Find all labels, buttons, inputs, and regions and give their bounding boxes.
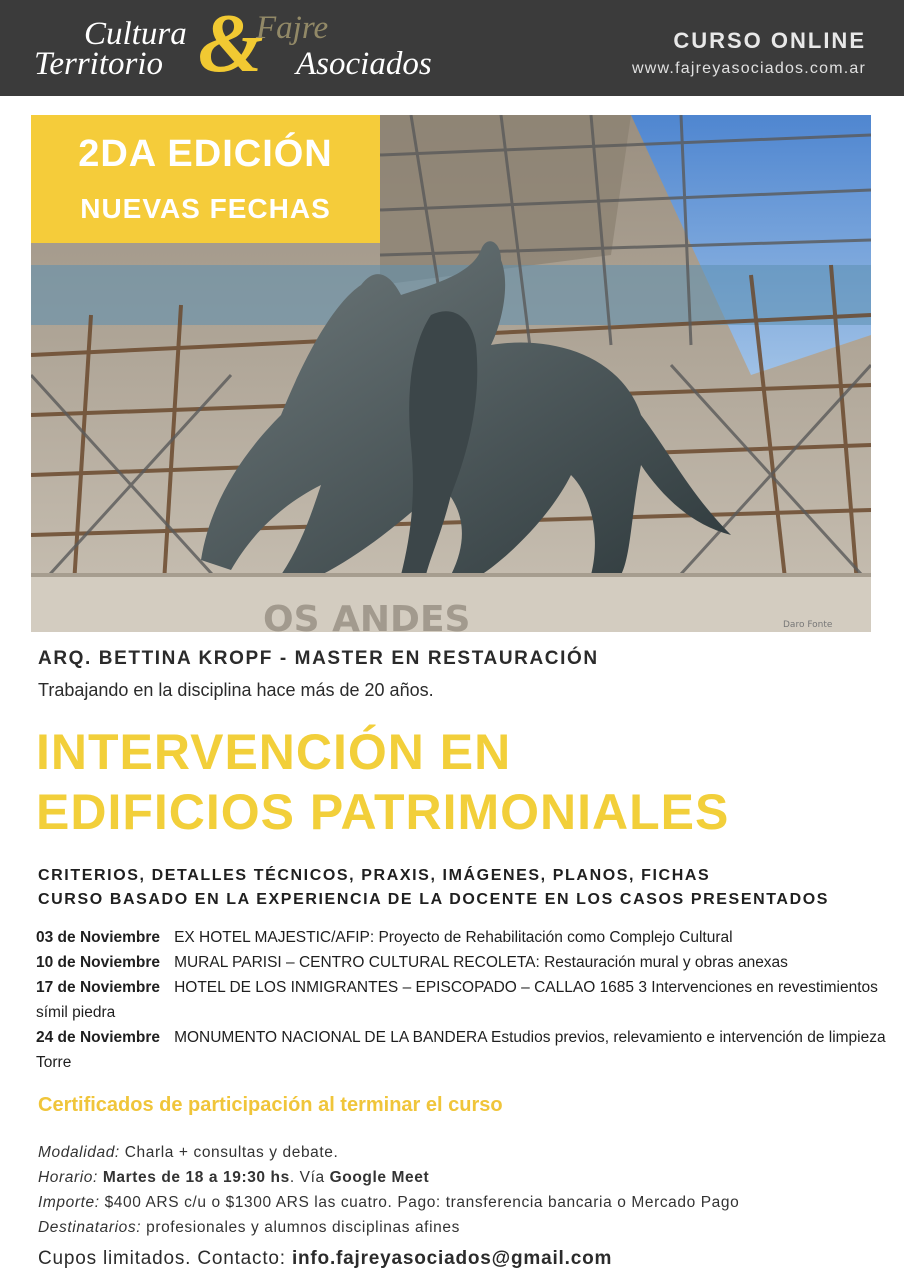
instructor-experience: Trabajando en la disciplina hace más de 20 años.	[38, 680, 434, 700]
hero-credit: Daro Fonte	[783, 620, 833, 630]
badge-edition: 2DA EDICIÓN	[78, 133, 333, 175]
session-item	[36, 1025, 886, 1075]
course-subtitles	[38, 864, 829, 912]
course-info	[38, 1140, 739, 1240]
session-topic: EX HOTEL MAJESTIC/AFIP: Proyecto de Rehabilitación como Complejo Cultural	[174, 929, 733, 946]
session-topic: MONUMENTO NACIONAL DE LA BANDERA Estudios previos, relevamiento e intervención de limpieza Torre	[36, 1029, 886, 1071]
course-title	[36, 722, 729, 842]
course-type-label: CURSO ONLINE	[673, 28, 866, 53]
subtitle-basis: CURSO BASADO EN LA EXPERIENCIA DE LA DOCENTE EN LOS CASOS PRESENTADOS	[38, 891, 830, 908]
contact-line: Cupos limitados. Contacto: info.fajreyasociados@gmail.com	[38, 1248, 613, 1269]
badge-new-dates: NUEVAS FECHAS	[80, 193, 331, 224]
session-item	[36, 950, 886, 975]
header-right	[632, 28, 866, 78]
session-date: 10 de Noviembre	[36, 954, 161, 971]
info-horario: Horario: Martes de 18 a 19:30 hs. Vía Google Meet	[38, 1169, 430, 1186]
brand-logo[interactable]	[34, 0, 464, 90]
certificate-note: Certificados de participación al terminar el curso	[38, 1094, 503, 1116]
session-date: 17 de Noviembre	[36, 979, 161, 996]
logo-ampersand: &	[198, 0, 264, 90]
session-topic: HOTEL DE LOS INMIGRANTES – EPISCOPADO – CALLAO 1685 3 Intervenciones en revestimientos símil piedra	[36, 979, 878, 1021]
website-link[interactable]: www.fajreyasociados.com.ar	[632, 60, 866, 77]
session-date: 24 de Noviembre	[36, 1029, 161, 1046]
logo-word-fajre: Fajre	[256, 10, 329, 46]
header-bar	[0, 0, 904, 96]
logo-word-territorio: Territorio	[34, 46, 164, 82]
session-date: 03 de Noviembre	[36, 929, 161, 946]
subtitle-topics: CRITERIOS, DETALLES TÉCNICOS, PRAXIS, IMÁGENES, PLANOS, FICHAS	[38, 867, 711, 884]
info-modalidad: Modalidad: Charla + consultas y debate.	[38, 1144, 339, 1161]
info-destinatarios: Destinatarios: profesionales y alumnos disciplinas afines	[38, 1219, 460, 1236]
logo-word-asociados: Asociados	[296, 46, 432, 82]
session-item	[36, 925, 886, 950]
instructor-name: ARQ. BETTINA KROPF - MASTER EN RESTAURACIÓN	[38, 648, 599, 669]
session-item	[36, 975, 886, 1025]
hero-inscription: OS ANDES	[263, 599, 471, 632]
info-importe: Importe: $400 ARS c/u o $1300 ARS las cuatro. Pago: transferencia bancaria o Mercado Pago	[38, 1194, 740, 1211]
session-list	[36, 925, 886, 1075]
logo-word-cultura: Cultura	[84, 16, 187, 52]
course-title-line2: EDIFICIOS PATRIMONIALES	[36, 784, 730, 840]
edition-badge	[31, 115, 380, 243]
course-title-line1: INTERVENCIÓN EN	[36, 724, 512, 780]
session-topic: MURAL PARISI – CENTRO CULTURAL RECOLETA: Restauración mural y obras anexas	[174, 954, 788, 971]
contact-email-link[interactable]: info.fajreyasociados@gmail.com	[291, 1248, 613, 1269]
